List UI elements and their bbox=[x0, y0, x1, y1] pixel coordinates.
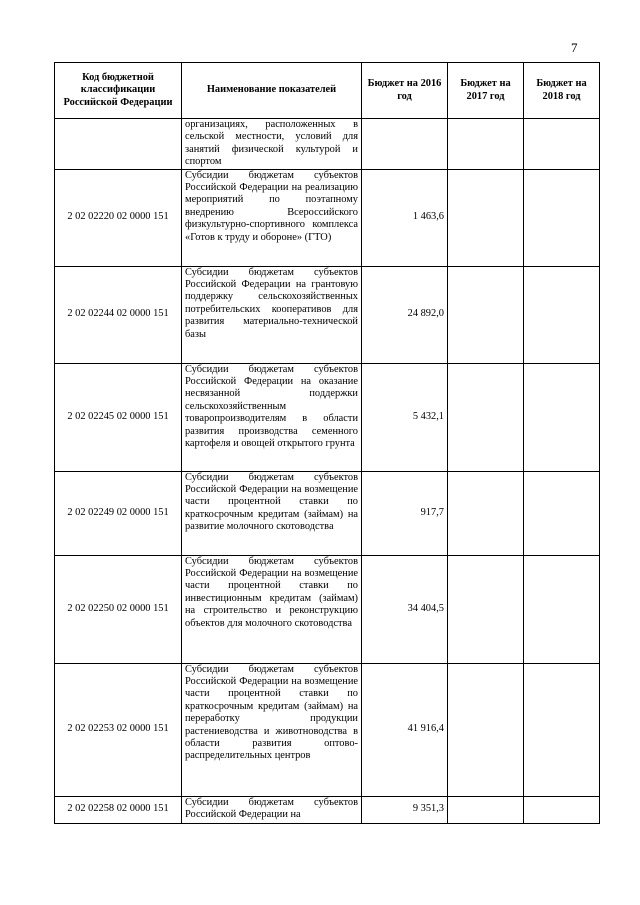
table-row bbox=[55, 471, 600, 555]
row-budget-2018 bbox=[524, 363, 600, 471]
table-row bbox=[55, 363, 600, 471]
row-budget-2017 bbox=[448, 796, 524, 823]
row-code: 2 02 02249 02 0000 151 bbox=[55, 471, 182, 555]
row-budget-2018 bbox=[524, 471, 600, 555]
header-name: Наименование показателей bbox=[182, 63, 362, 119]
row-budget-2018 bbox=[524, 796, 600, 823]
row-code: 2 02 02244 02 0000 151 bbox=[55, 266, 182, 363]
budget-table bbox=[54, 62, 600, 824]
row-budget-2016: 5 432,1 bbox=[362, 363, 448, 471]
row-budget-2017 bbox=[448, 363, 524, 471]
header-budget-2016: Бюджет на 2016 год bbox=[362, 63, 448, 119]
row-budget-2017 bbox=[448, 169, 524, 266]
row-name: организациях, расположенных в сельской местности, условий для занятий физической культурой и спортом bbox=[182, 119, 362, 170]
row-code: 2 02 02258 02 0000 151 bbox=[55, 796, 182, 823]
row-name: Субсидии бюджетам субъектов Российской Федерации на возмещение части процентной ставки по краткосрочным кредитам (займам) на развитие молочного скотоводства bbox=[182, 471, 362, 555]
row-name: Субсидии бюджетам субъектов Российской Федерации на грантовую поддержку сельскохозяйственных потребительских кооперативов для развития материально-технической базы bbox=[182, 266, 362, 363]
row-budget-2018 bbox=[524, 663, 600, 796]
table-row bbox=[55, 169, 600, 266]
row-budget-2016: 41 916,4 bbox=[362, 663, 448, 796]
row-budget-2017 bbox=[448, 266, 524, 363]
table-row bbox=[55, 555, 600, 663]
row-budget-2016 bbox=[362, 119, 448, 170]
row-budget-2017 bbox=[448, 471, 524, 555]
row-name: Субсидии бюджетам субъектов Российской Федерации на реализацию мероприятий по поэтапному внедрению Всероссийского физкультурно-спортивного комплекса «Готов к труду и обороне» (ГТО) bbox=[182, 169, 362, 266]
row-name: Субсидии бюджетам субъектов Российской Федерации на оказание несвязанной поддержки сельскохозяйственным товаропроизводителям в области развития производства семенного картофеля и овощей открытого грунта bbox=[182, 363, 362, 471]
row-name: Субсидии бюджетам субъектов Российской Федерации на возмещение части процентной ставки по инвестиционным кредитам (займам) на строительство и реконструкцию объектов для молочного скотоводства bbox=[182, 555, 362, 663]
row-budget-2016: 1 463,6 bbox=[362, 169, 448, 266]
row-budget-2016: 34 404,5 bbox=[362, 555, 448, 663]
header-code: Код бюджетной классификации Российской Федерации bbox=[55, 63, 182, 119]
row-code: 2 02 02250 02 0000 151 bbox=[55, 555, 182, 663]
header-budget-2018: Бюджет на 2018 год bbox=[524, 63, 600, 119]
row-budget-2018 bbox=[524, 119, 600, 170]
row-code: 2 02 02220 02 0000 151 bbox=[55, 169, 182, 266]
table-row bbox=[55, 663, 600, 796]
row-code: 2 02 02253 02 0000 151 bbox=[55, 663, 182, 796]
row-code: 2 02 02245 02 0000 151 bbox=[55, 363, 182, 471]
row-budget-2017 bbox=[448, 555, 524, 663]
row-budget-2017 bbox=[448, 119, 524, 170]
table-row bbox=[55, 796, 600, 823]
row-budget-2016: 24 892,0 bbox=[362, 266, 448, 363]
row-budget-2018 bbox=[524, 266, 600, 363]
row-budget-2017 bbox=[448, 663, 524, 796]
row-budget-2016: 9 351,3 bbox=[362, 796, 448, 823]
table-row bbox=[55, 266, 600, 363]
row-budget-2018 bbox=[524, 555, 600, 663]
table-row bbox=[55, 119, 600, 170]
row-code bbox=[55, 119, 182, 170]
row-name: Субсидии бюджетам субъектов Российской Федерации на bbox=[182, 796, 362, 823]
page-number: 7 bbox=[571, 40, 578, 55]
row-budget-2018 bbox=[524, 169, 600, 266]
row-budget-2016: 917,7 bbox=[362, 471, 448, 555]
table-header-row bbox=[55, 63, 600, 119]
row-name: Субсидии бюджетам субъектов Российской Федерации на возмещение части процентной ставки по краткосрочным кредитам (займам) на переработку продукции растениеводства и животноводства в области развития оптово-распределительных центров bbox=[182, 663, 362, 796]
header-budget-2017: Бюджет на 2017 год bbox=[448, 63, 524, 119]
